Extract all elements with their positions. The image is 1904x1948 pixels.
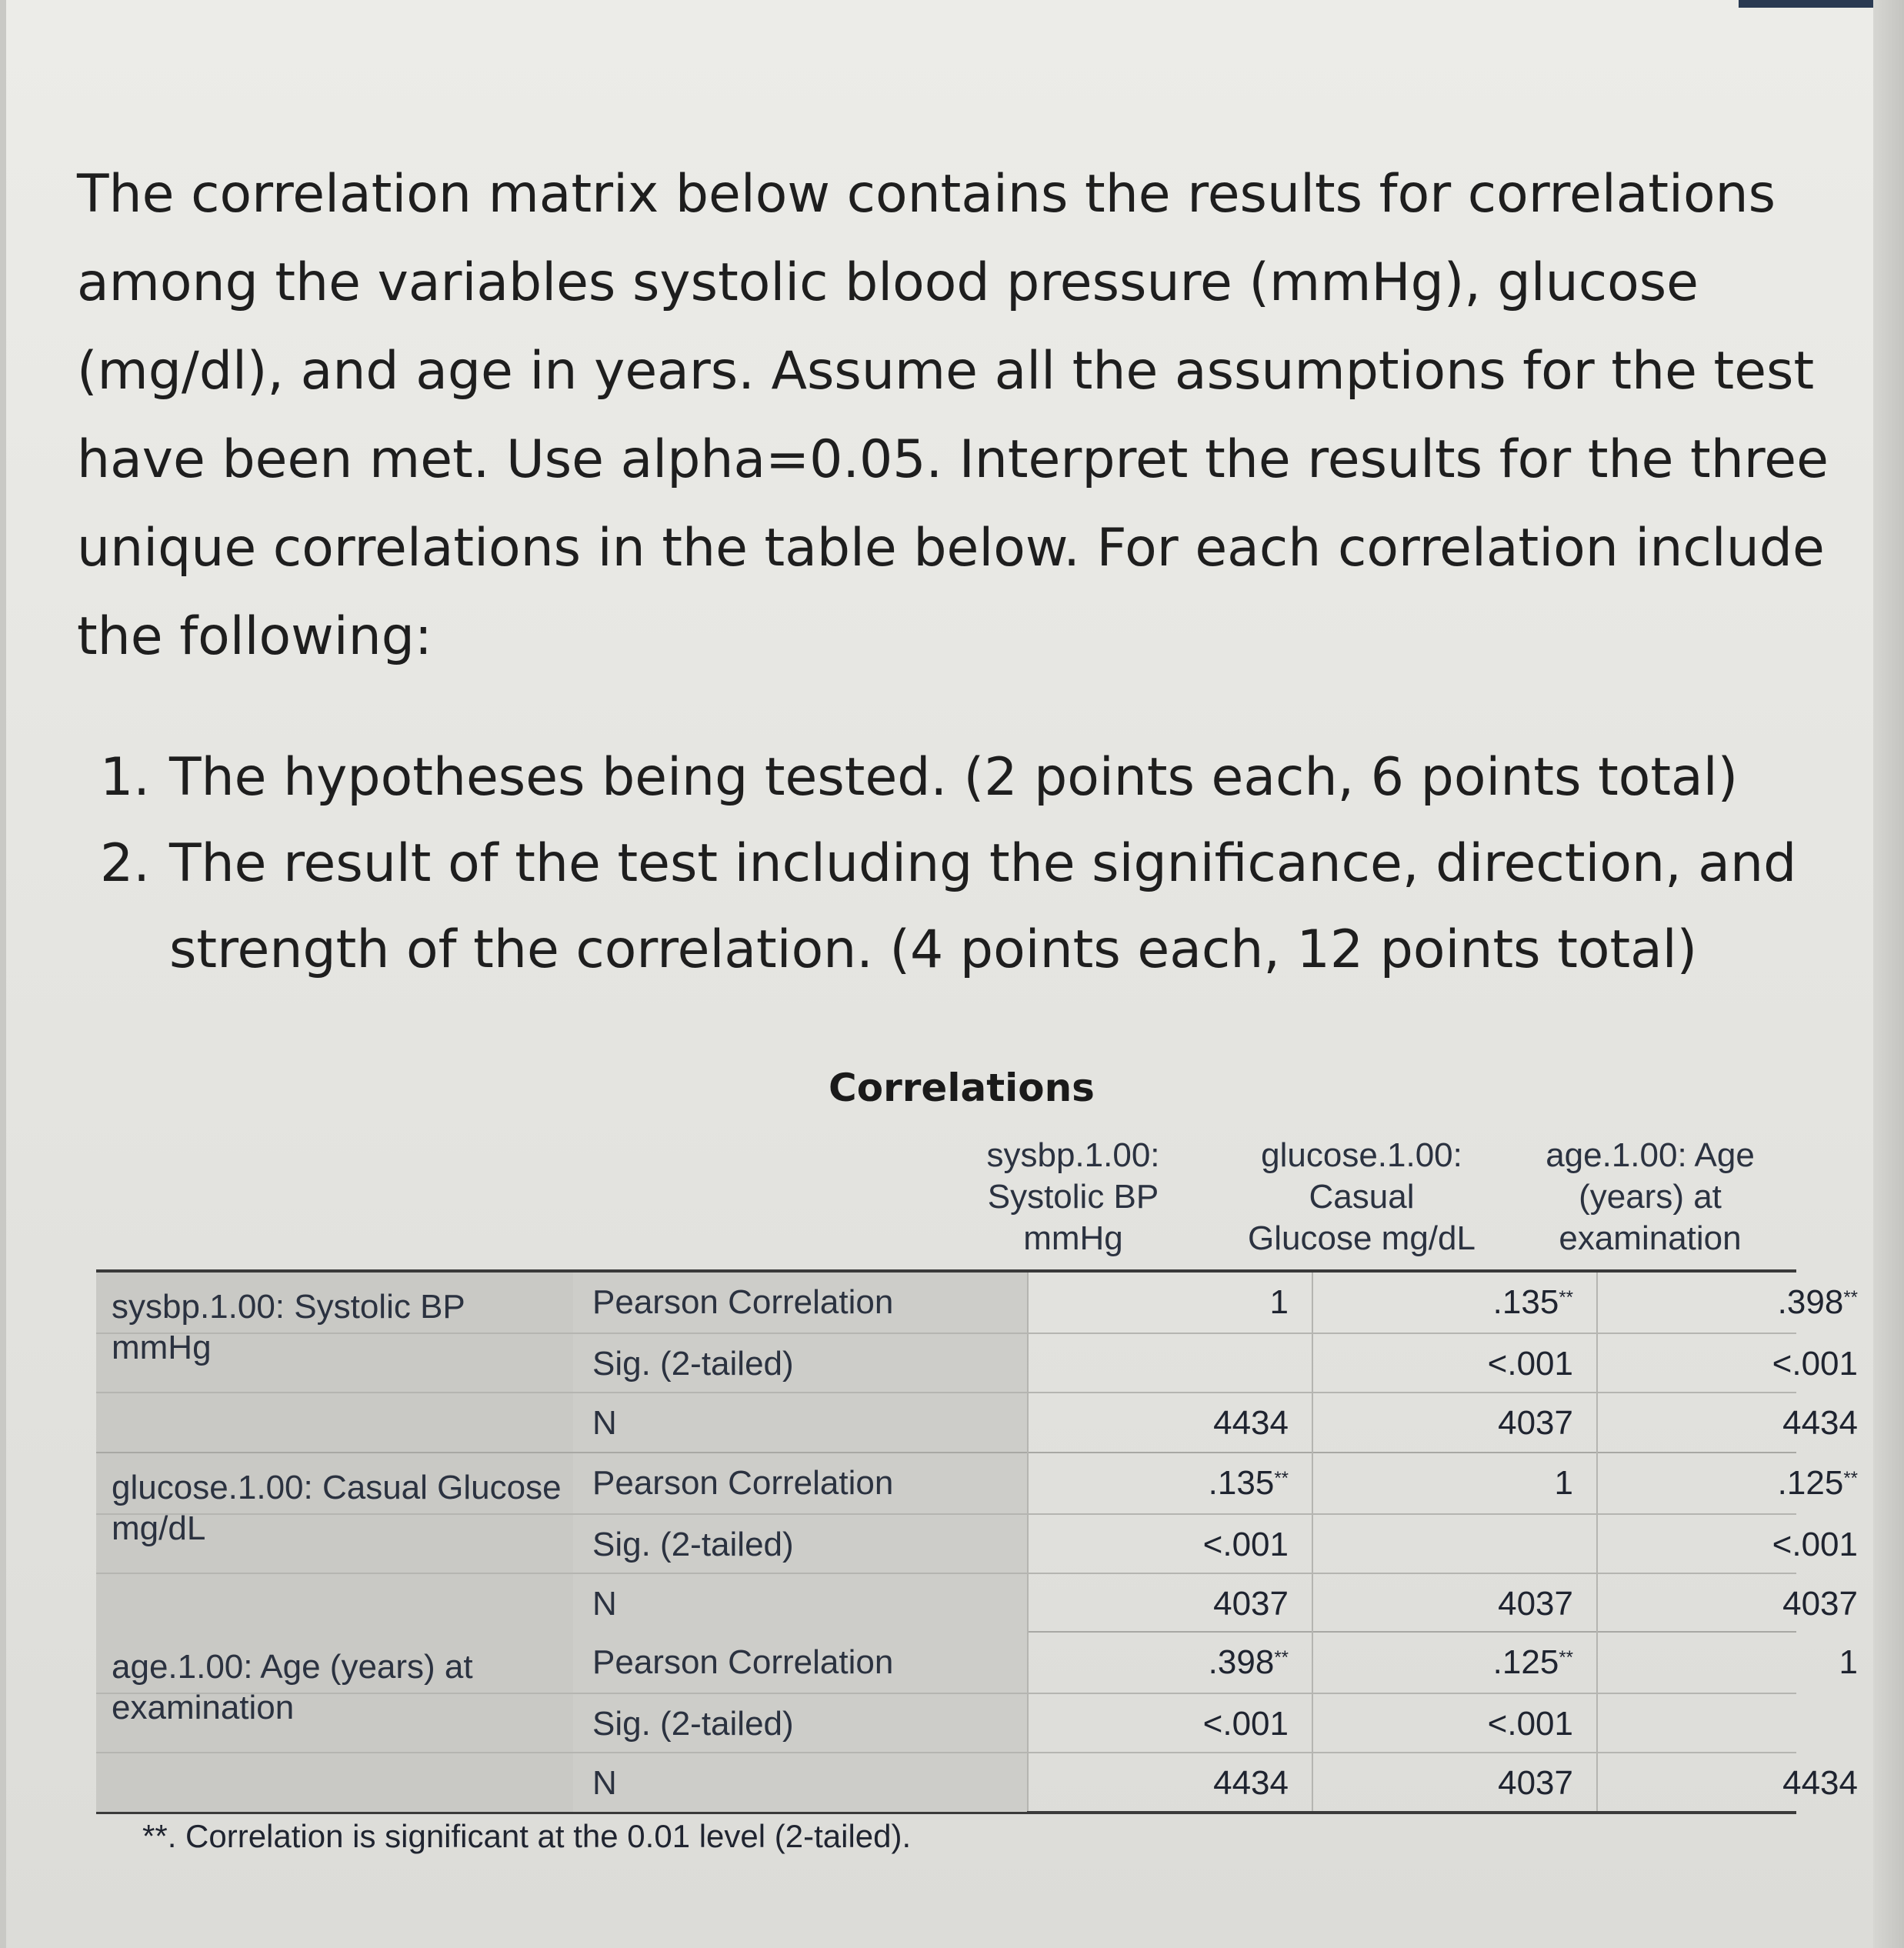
- stat-label: N: [592, 1764, 617, 1802]
- cell-value: <.001: [1487, 1345, 1573, 1383]
- significance-marker: **: [1274, 1647, 1289, 1668]
- table-cell: [1604, 1463, 1858, 1503]
- table-row: [96, 1752, 1858, 1813]
- table-title: Correlations: [829, 1066, 1095, 1110]
- table-cell: [1319, 1343, 1573, 1384]
- cell-value: <.001: [1772, 1345, 1858, 1383]
- table-cell: [1035, 1583, 1289, 1624]
- cell-value: 1: [1554, 1464, 1573, 1502]
- table-cell: [1319, 1282, 1573, 1323]
- cell-value: 4434: [1213, 1764, 1289, 1802]
- task-list: [100, 735, 1831, 993]
- cell-value: 4434: [1782, 1404, 1858, 1442]
- cell-value: 4037: [1782, 1585, 1858, 1623]
- row-variable-label: age.1.00: Age (years) at examination: [96, 1633, 573, 1812]
- table-cell: [1035, 1403, 1289, 1443]
- table-row: [96, 1453, 1858, 1513]
- table-row: [96, 1693, 1796, 1753]
- stat-label: Pearson Correlation: [592, 1464, 894, 1502]
- table-cell: [1319, 1463, 1573, 1503]
- row-variable-label: sysbp.1.00: Systolic BP mmHg: [96, 1273, 573, 1452]
- correlation-table: [96, 1269, 1858, 1814]
- table-cell: [1319, 1703, 1573, 1744]
- table-row: [96, 1633, 1858, 1692]
- cell-value: .398: [1777, 1283, 1844, 1321]
- task-number: 1.: [100, 747, 150, 808]
- cell-value: 4434: [1782, 1764, 1858, 1802]
- column-divider: [1027, 1273, 1029, 1811]
- cell-value: 1: [1269, 1283, 1289, 1321]
- table-row: [96, 1273, 1858, 1332]
- table-cell: [1604, 1524, 1858, 1565]
- task-text: The hypotheses being tested. (2 points each, 6 points total): [169, 747, 1739, 808]
- significance-marker: **: [1274, 1468, 1289, 1489]
- significance-marker: **: [1559, 1647, 1573, 1668]
- table-footnote: **. Correlation is significant at the 0.01 level (2-tailed).: [142, 1818, 912, 1854]
- table-cell: [1035, 1282, 1289, 1323]
- table-row: [96, 1392, 1858, 1453]
- stat-label: Pearson Correlation: [592, 1283, 894, 1321]
- cell-value: .398: [1208, 1643, 1275, 1681]
- significance-marker: **: [1843, 1468, 1858, 1489]
- table-cell: [1035, 1642, 1289, 1683]
- table-cell: [1319, 1763, 1573, 1803]
- column-header-age: age.1.00: Age (years) at examination: [1546, 1136, 1755, 1257]
- variable-block: [96, 1631, 1858, 1812]
- table-cell: [1319, 1583, 1573, 1624]
- question-paragraph: The correlation matrix below contains the results for correlations among the variables systolic blood pressure (mmHg), glucose (mg/dl), and age in years. Assume all the assumptions for the test have been met. Use alpha=0.05. Interpret the results for the three unique correlations in the table below. For each correlation include the following:: [77, 164, 1829, 667]
- significance-marker: **: [1559, 1287, 1573, 1308]
- cell-value: <.001: [1772, 1526, 1858, 1563]
- task-text: The result of the test including the significance, direction, and strength of the correlation. (4 points each, 12 points total): [169, 833, 1797, 980]
- table-cell: [1319, 1642, 1573, 1683]
- stat-label: Sig. (2-tailed): [592, 1705, 794, 1743]
- cell-value: 4037: [1498, 1404, 1573, 1442]
- table-cell: [1604, 1763, 1858, 1803]
- screen-right-edge: [1873, 0, 1904, 1948]
- cell-value: 4434: [1213, 1404, 1289, 1442]
- cell-value: .135: [1492, 1283, 1559, 1321]
- column-header-glucose: glucose.1.00: Casual Glucose mg/dL: [1248, 1136, 1476, 1257]
- cell-value: .125: [1492, 1643, 1559, 1681]
- row-variable-label: glucose.1.00: Casual Glucose mg/dL: [96, 1453, 573, 1633]
- cell-value: 4037: [1498, 1764, 1573, 1802]
- table-cell: [1604, 1282, 1858, 1323]
- stat-label: N: [592, 1404, 617, 1442]
- stat-label: Sig. (2-tailed): [592, 1345, 794, 1383]
- table-row: [96, 1333, 1858, 1393]
- table-cell: [1035, 1703, 1289, 1744]
- table-row: [96, 1513, 1858, 1574]
- table-cell: [1604, 1403, 1858, 1443]
- table-cell: [1604, 1583, 1858, 1624]
- screen-left-edge: [0, 0, 6, 1948]
- table-cell: [1319, 1403, 1573, 1443]
- column-divider: [1312, 1273, 1313, 1811]
- cell-value: 4037: [1498, 1585, 1573, 1623]
- cell-value: .125: [1777, 1464, 1844, 1502]
- cell-value: 4037: [1213, 1585, 1289, 1623]
- cell-value: <.001: [1202, 1526, 1289, 1563]
- table-cell: [1035, 1763, 1289, 1803]
- column-header-sysbp: sysbp.1.00: Systolic BP mmHg: [986, 1136, 1160, 1257]
- cell-value: <.001: [1202, 1705, 1289, 1743]
- stat-label: N: [592, 1585, 617, 1623]
- variable-block: [96, 1273, 1858, 1452]
- variable-block: [96, 1452, 1858, 1633]
- column-divider: [1596, 1273, 1598, 1811]
- cell-value: .135: [1208, 1464, 1275, 1502]
- cell-value: <.001: [1487, 1705, 1573, 1743]
- table-cell: [1604, 1642, 1858, 1683]
- stat-label: Pearson Correlation: [592, 1643, 894, 1681]
- cell-value: 1: [1839, 1643, 1858, 1681]
- table-cell: [1604, 1343, 1858, 1384]
- table-cell: [1035, 1463, 1289, 1503]
- task-number: 2.: [100, 833, 150, 894]
- table-row: [96, 1573, 1858, 1633]
- table-cell: [1035, 1524, 1289, 1565]
- task-item-1: [100, 735, 1831, 821]
- significance-marker: **: [1843, 1287, 1858, 1308]
- task-item-2: [100, 821, 1831, 993]
- stat-label: Sig. (2-tailed): [592, 1526, 794, 1563]
